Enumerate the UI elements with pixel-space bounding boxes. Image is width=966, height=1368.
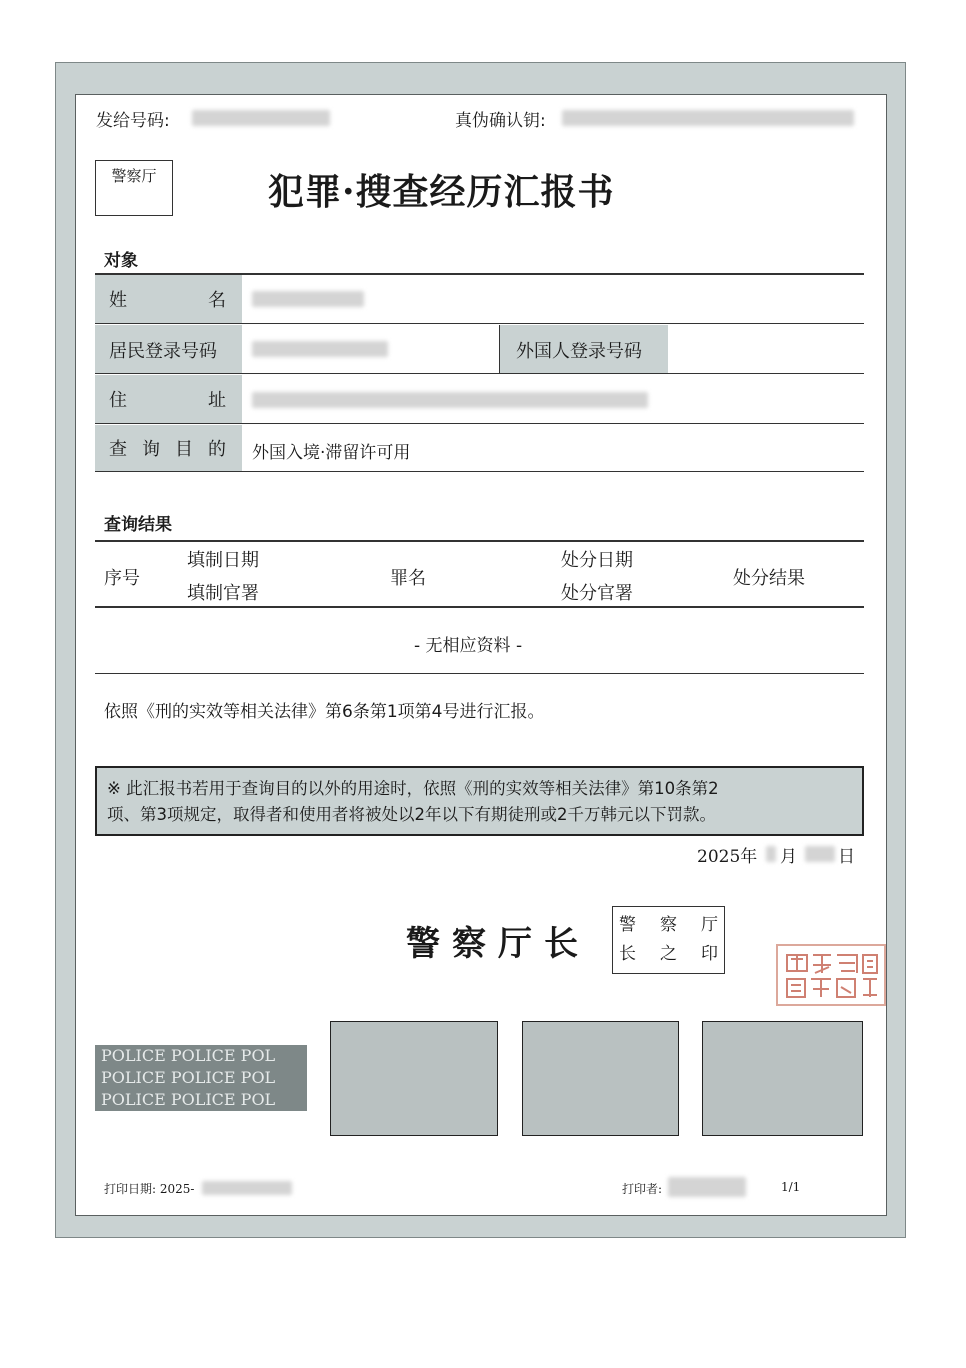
col-office-made: 填制官署 bbox=[187, 583, 259, 604]
redacted-resident-id bbox=[252, 341, 388, 357]
security-box-1 bbox=[330, 1021, 498, 1136]
purpose-label: 查 询 目 的 bbox=[95, 425, 242, 471]
redacted-print-date bbox=[202, 1181, 292, 1195]
name-label: 姓 名 bbox=[95, 275, 242, 323]
warning-notice bbox=[95, 766, 864, 836]
divider bbox=[95, 606, 864, 608]
col-disposal-date: 处分日期 bbox=[561, 550, 633, 571]
document-title: 犯罪·搜查经历汇报书 bbox=[268, 171, 615, 213]
printer-label: 打印者: bbox=[622, 1182, 663, 1196]
no-records-text: - 无相应资料 - bbox=[414, 636, 523, 656]
legal-basis-text: 依照《刑的实效等相关法律》第6条第1项第4号进行汇报。 bbox=[104, 702, 545, 722]
subject-section-title: 对象 bbox=[104, 251, 138, 271]
col-crime: 罪名 bbox=[390, 568, 426, 589]
redacted-name bbox=[252, 291, 364, 307]
police-watermark: POLICE POLICE POL POLICE POLICE POL POLICE POLICE POL bbox=[95, 1045, 307, 1111]
signatory-title: 警察厅长 bbox=[406, 924, 590, 964]
resident-id-label: 居民登录号码 bbox=[95, 325, 242, 373]
results-section-title: 查询结果 bbox=[104, 515, 172, 535]
purpose-value: 外国入境·滞留许可用 bbox=[252, 443, 411, 463]
divider bbox=[95, 540, 864, 542]
divider bbox=[95, 471, 864, 472]
address-label: 住 址 bbox=[95, 375, 242, 423]
security-box-2 bbox=[522, 1021, 679, 1136]
col-date-made: 填制日期 bbox=[187, 550, 259, 571]
redacted-address bbox=[252, 392, 648, 408]
foreigner-id-label: 外国人登录号码 bbox=[500, 325, 668, 373]
security-box-3 bbox=[702, 1021, 863, 1136]
redacted-month bbox=[766, 846, 776, 862]
redacted-issue-number bbox=[192, 110, 330, 126]
verify-key-label: 真伪确认钥: bbox=[455, 111, 546, 131]
official-seal-stamp bbox=[776, 944, 886, 1006]
divider bbox=[95, 673, 864, 674]
divider bbox=[95, 323, 864, 324]
warning-line-2: 项、第3项规定，取得者和使用者将被处以2年以下有期徒刑或2千万韩元以下罚款。 bbox=[107, 805, 716, 824]
col-seq: 序号 bbox=[104, 568, 140, 589]
col-disposal-office: 处分官署 bbox=[561, 583, 633, 604]
print-date-label: 打印日期: 2025- bbox=[104, 1182, 195, 1196]
col-disposal-result: 处分结果 bbox=[733, 568, 805, 589]
divider bbox=[95, 373, 864, 374]
date-year: 2025年 bbox=[697, 847, 758, 867]
agency-box: 警察厅 bbox=[95, 160, 173, 216]
redacted-day bbox=[805, 846, 835, 862]
date-day: 日 bbox=[838, 847, 855, 867]
page-number: 1/1 bbox=[781, 1180, 801, 1194]
redacted-printer bbox=[668, 1177, 746, 1197]
divider bbox=[95, 423, 864, 424]
seal-box: 警 察 厅 长 之 印 bbox=[612, 906, 725, 974]
warning-line-1: ※ 此汇报书若用于查询目的以外的用途时，依照《刑的实效等相关法律》第10条第2 bbox=[107, 779, 719, 798]
date-month: 月 bbox=[780, 847, 797, 867]
issue-number-label: 发给号码: bbox=[96, 111, 170, 131]
redacted-verify-key bbox=[562, 110, 854, 126]
